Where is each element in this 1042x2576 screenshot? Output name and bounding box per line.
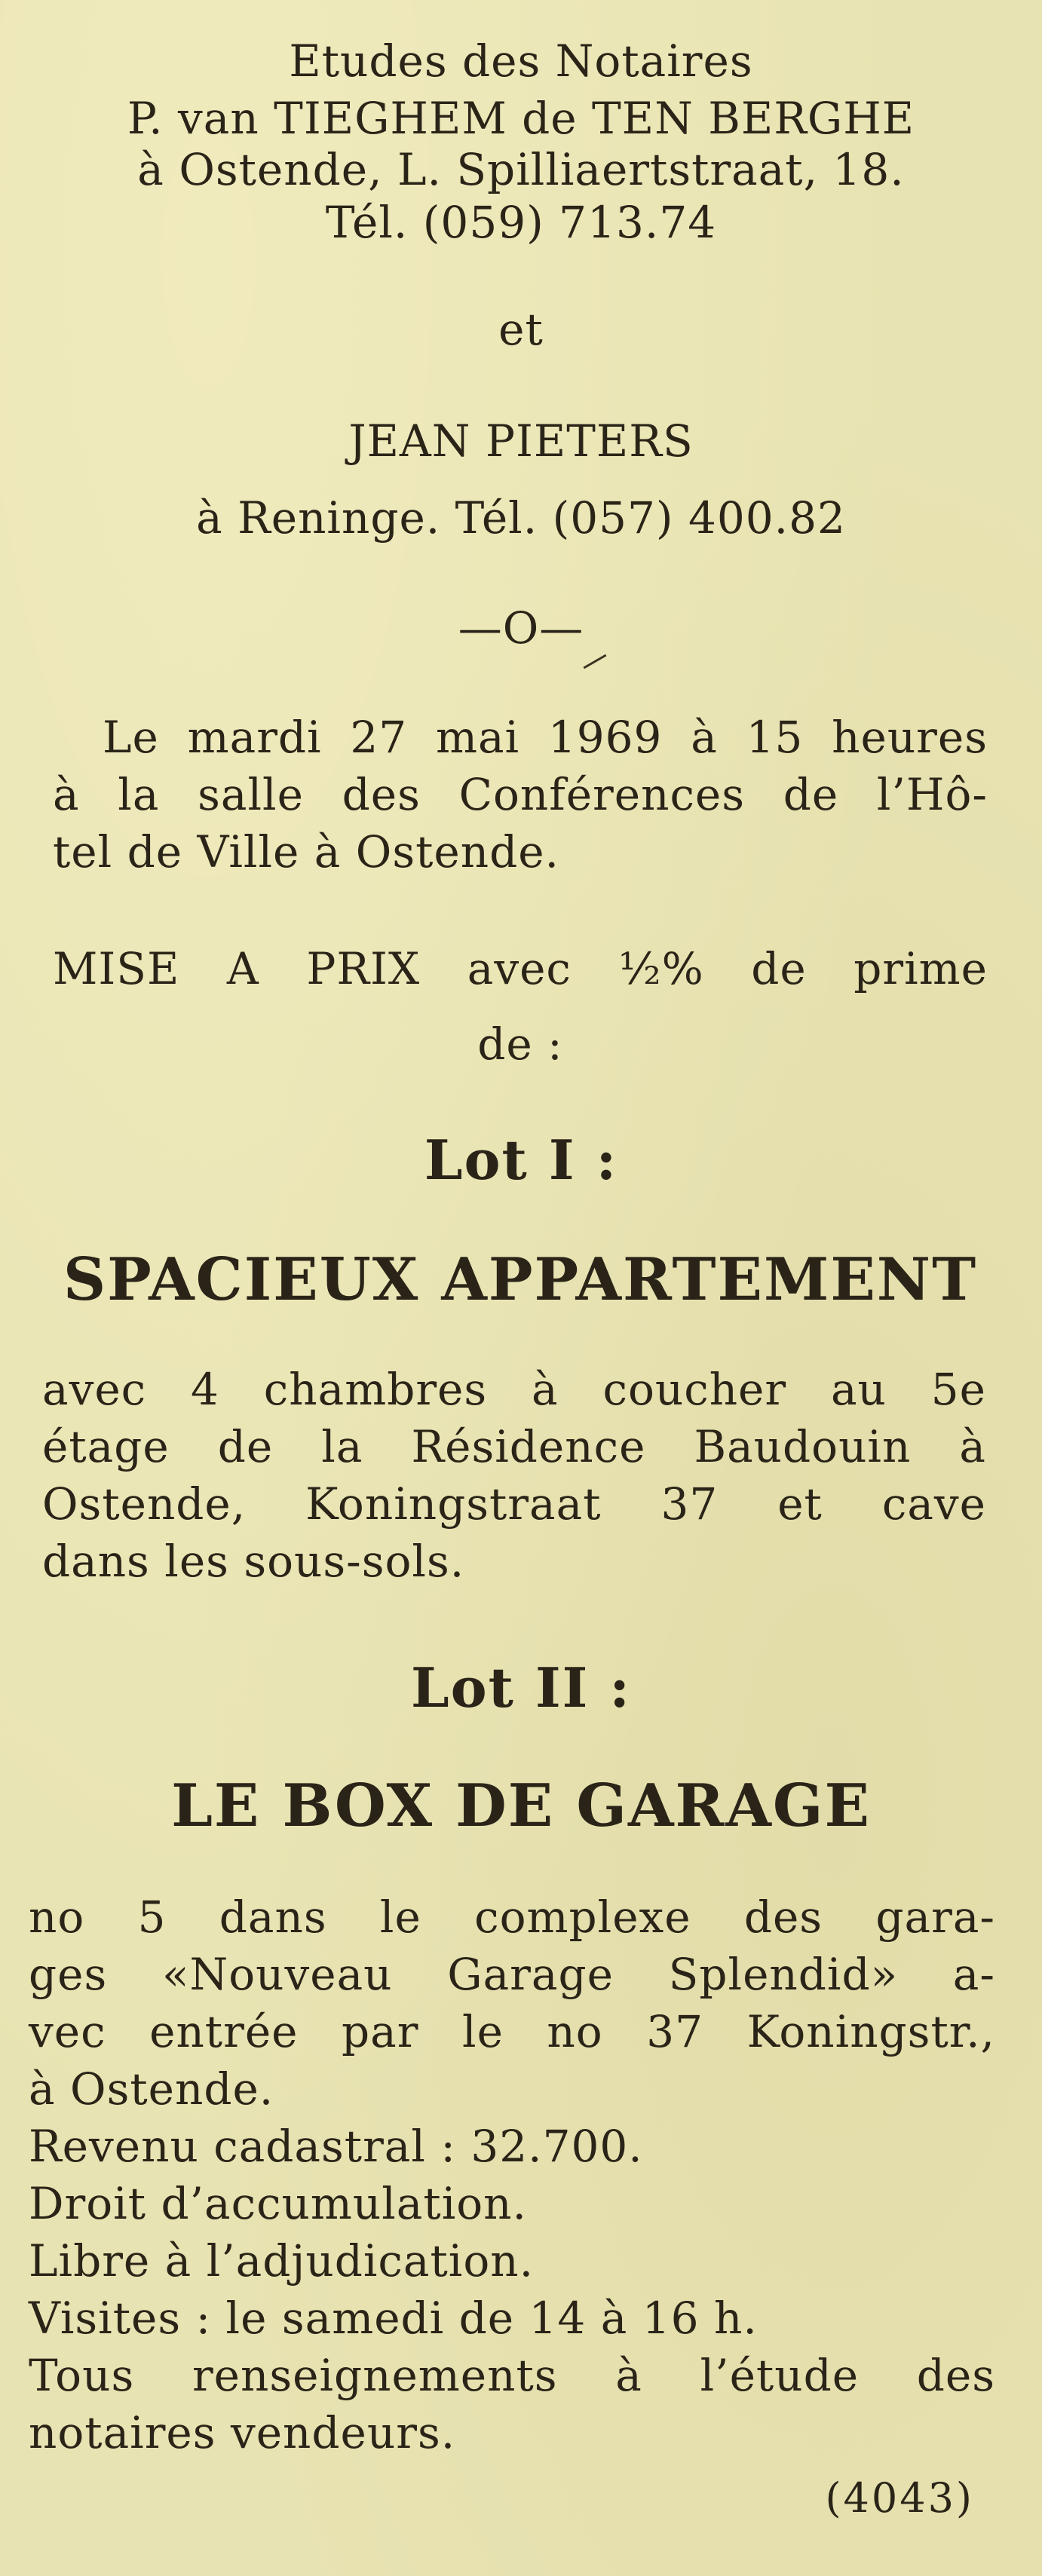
lot-1-title: SPACIEUX APPARTEMENT — [63, 1245, 978, 1314]
lot-2-line: Visites : le samedi de 14 à 16 h. — [29, 2293, 758, 2344]
lot-2-line: vec entrée par le no 37 Koningstr., — [29, 2006, 995, 2057]
reference-number: (4043) — [825, 2474, 974, 2522]
separator: —O— — [458, 602, 584, 654]
header-notary-1: P. van TIEGHEM de TEN BERGHE — [127, 93, 915, 144]
lot-1-label: Lot I : — [424, 1128, 618, 1192]
header-phone-1: Tél. (059) 713.74 — [325, 197, 717, 248]
lot-1-line: dans les sous-sols. — [42, 1536, 465, 1587]
intro-line: Le mardi 27 mai 1969 à 15 heures — [103, 712, 988, 763]
mise-a-prix-line: MISE A PRIX avec ½% de prime — [53, 943, 988, 994]
lot-2-line: no 5 dans le complexe des gara- — [29, 1891, 995, 1943]
lot-2-line: Tous renseignements à l’étude des — [29, 2350, 995, 2401]
lot-2-label: Lot II : — [411, 1656, 631, 1720]
lot-2-description — [29, 1888, 995, 2461]
header-address-2: à Reninge. Tél. (057) 400.82 — [196, 492, 846, 544]
lot-1-line: avec 4 chambres à coucher au 5e — [42, 1364, 986, 1415]
lot-1-line: étage de la Résidence Baudouin à — [42, 1421, 986, 1472]
header-address-1: à Ostende, L. Spilliaertstraat, 18. — [137, 144, 905, 195]
print-mark — [584, 654, 607, 669]
intro-paragraph — [53, 709, 988, 881]
intro-line: tel de Ville à Ostende. — [53, 826, 559, 878]
mise-a-prix-paragraph — [53, 931, 988, 1082]
header-line-1: Etudes des Notaires — [289, 35, 753, 87]
header-notary-2: JEAN PIETERS — [348, 415, 694, 467]
mise-a-prix-line: de : — [477, 1018, 563, 1070]
header-conjunction: et — [498, 304, 544, 355]
lot-2-line: Droit d’accumulation. — [29, 2178, 527, 2229]
lot-1-description — [42, 1361, 986, 1590]
lot-2-line: notaires vendeurs. — [29, 2407, 456, 2458]
lot-2-line: ges «Nouveau Garage Splendid» a- — [29, 1949, 995, 2000]
lot-2-line: Revenu cadastral : 32.700. — [29, 2121, 643, 2172]
lot-1-line: Ostende, Koningstraat 37 et cave — [42, 1478, 986, 1530]
lot-2-line: à Ostende. — [29, 2063, 274, 2115]
lot-2-line: Libre à l’adjudication. — [29, 2235, 535, 2287]
intro-line: à la salle des Conférences de l’Hô- — [53, 769, 988, 820]
lot-2-title: LE BOX DE GARAGE — [171, 1772, 871, 1840]
